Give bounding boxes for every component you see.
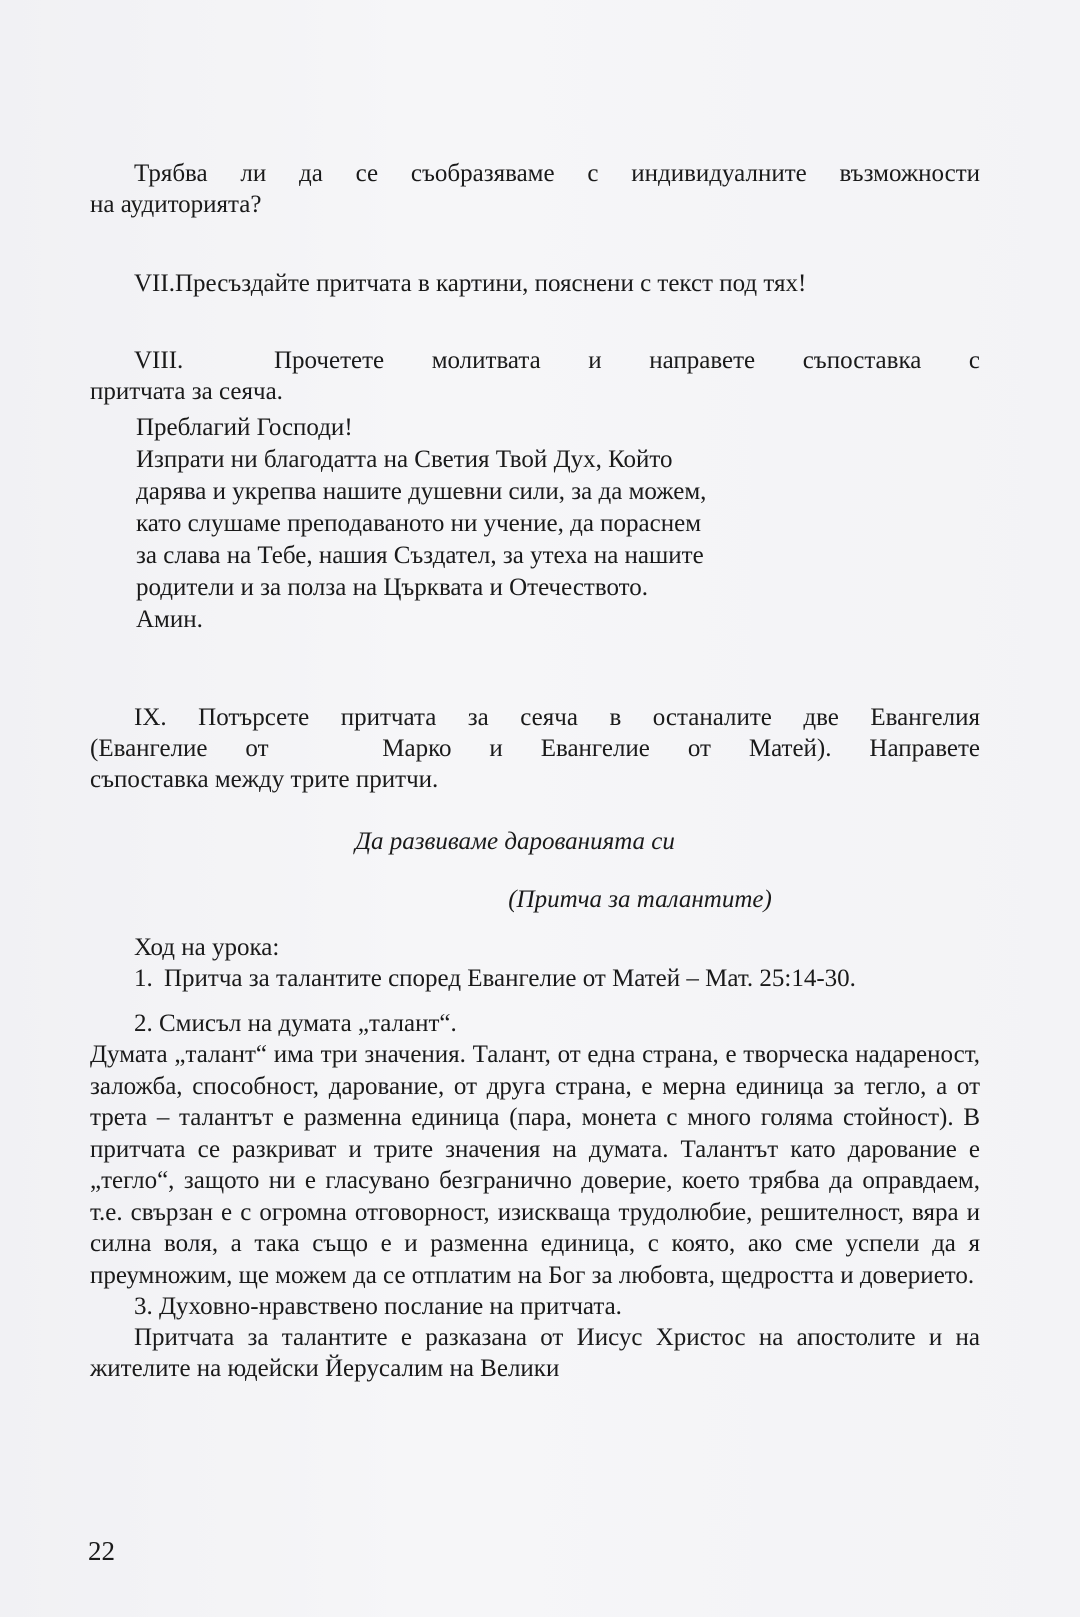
task-9-line-3: съпоставка между трите притчи. [90,766,439,793]
final-paragraph: Притчата за талантите е разказана от Иисус Христос на апостолите и на жителите на юдейски Йерусалим на Велики [90,1324,980,1382]
page-number: 22 [88,1536,115,1566]
lesson-plan [90,932,980,1384]
task-7-text: Пресъздайте притчата в картини, пояснени с текст под тях! [174,270,807,297]
lesson-heading: Ход на урока: [134,934,280,961]
prayer [90,412,980,636]
prayer-line: Преблагий Господи! [136,414,353,441]
lesson-item-1-text: Притча за талантите според Евангелие от Матей – Мат. 25:14-30. [164,965,856,992]
task-8-label: VIII. [134,347,184,374]
task-8 [90,345,980,407]
task-7-label: VII. [134,270,175,297]
section-title: Да развиваме дарованията си [355,828,675,855]
prayer-line: Изпрати ни благодатта на Светия Твой Дух, Който [136,446,673,473]
lesson-item-1 [90,963,980,994]
lesson-item-2: 2. Смисъл на думата „талант“. [134,1010,457,1037]
task-8-text-line-2: притчата за сеяча. [90,378,283,405]
prayer-line: Амин. [136,606,203,633]
lesson-item-3: 3. Духовно-нравствено послание на притчата. [134,1293,622,1320]
prayer-line: родители и за полза на Църквата и Отечеството. [136,574,648,601]
section-heading [90,826,980,857]
prayer-line: като слушаме преподаваното ни учение, да пораснем [136,510,702,537]
talent-paragraph: Думата „талант“ има три значения. Талант, от една страна, е творческа надареност, заложба, способност, дарование, от друга страна, е мерна единица за тегло, а от трета – талантът е разменна единица (пара, монета с много голяма стойност). В притчата се разкриват и трите значения на думата. Талантът като дарование е „тегло“, защото ни е гласувано безгранично доверие, което трябва да оправдаем, т.е. свързан е с огромна отговорност, изискваща трудолюбие, решителност, вяра и силна воля, а така също е и разменна единица, с която, ако сме успели да я преумножим, ще можем да се отплатим на Бог за любовта, щедростта и доверието. [90,1041,980,1289]
task-9 [90,702,980,795]
task-8-text-line-1: Прочетете молитвата и направете съпоставка с [274,347,980,374]
prayer-line: за слава на Тебе, нашия Създател, за утеха на нашите [136,542,704,569]
task-7 [90,268,980,299]
question-line-1: Трябва ли да се съобразяваме с индивидуалните възможности [134,160,980,187]
question-block [90,158,980,220]
task-9-line-2: (Евангелие от Марко и Евангелие от Матей). Направете [90,735,980,762]
prayer-line: дарява и укрепва нашите душевни сили, за да можем, [136,478,707,505]
section-subtitle: (Притча за талантите) [508,886,772,913]
task-9-line-1: IX. Потърсете притчата за сеяча в останалите две Евангелия [134,704,980,731]
question-line-2: на аудиторията? [90,191,262,218]
lesson-item-1-number: 1. [134,965,153,992]
